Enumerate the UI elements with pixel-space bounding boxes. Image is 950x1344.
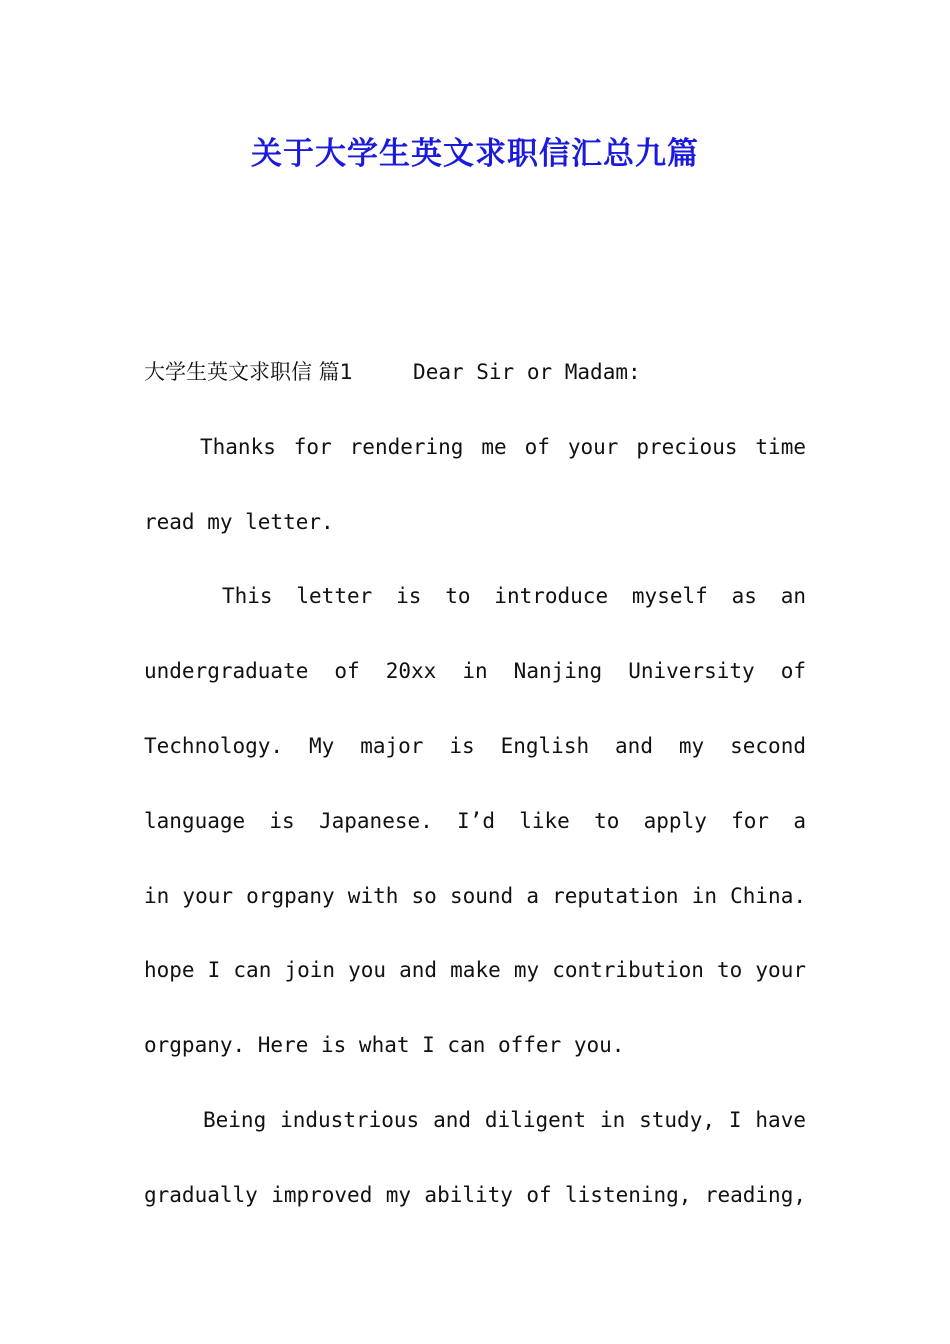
section-heading: 大学生英文求职信 篇1 xyxy=(144,360,354,384)
letter-body xyxy=(144,335,806,1233)
paragraph-line: Being industrious and diligent in study, I have xyxy=(203,1107,806,1132)
paragraph-line: read my letter. xyxy=(144,509,334,534)
paragraph-line: language is Japanese. I’d like to apply for a xyxy=(144,808,806,833)
paragraph-line: Technology. My major is English and my second xyxy=(144,733,806,758)
document-title: 关于大学生英文求职信汇总九篇 xyxy=(251,136,699,172)
paragraph-line: undergraduate of 20xx in Nanjing University of xyxy=(144,659,806,684)
paragraph-line: hope I can join you and make my contribution to your xyxy=(144,958,806,983)
salutation: Dear Sir or Madam: xyxy=(413,360,641,384)
heading-line xyxy=(144,335,806,410)
paragraph-line: Thanks for rendering me of your precious time xyxy=(200,434,806,459)
paragraph-line: in your orgpany with so sound a reputation in China. xyxy=(144,883,806,908)
paragraph-line: orgpany. Here is what I can offer you. xyxy=(144,1033,625,1058)
paragraph-line: gradually improved my ability of listening, reading, xyxy=(144,1182,806,1207)
paragraph-line: This letter is to introduce myself as an xyxy=(222,584,806,609)
